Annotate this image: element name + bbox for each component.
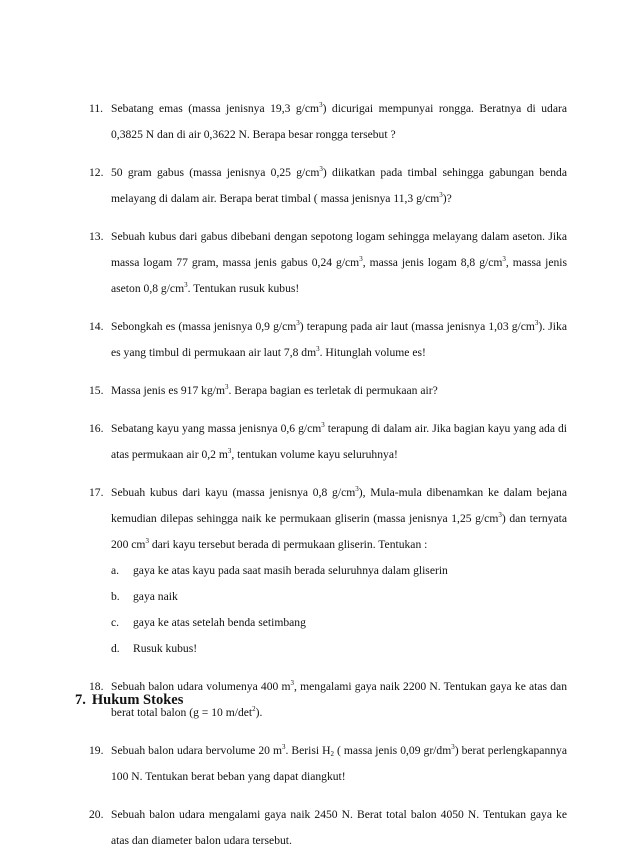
text-segment: Sebuah kubus dari gabus dibebani dengan sepotong logam sehingga melayang dalam aseton. Jika massa logam 77 gram, massa jenis gabus 0,24 g/cm <box>111 230 567 269</box>
problem-item <box>89 738 567 790</box>
subscript: 2 <box>330 750 334 758</box>
text-segment: ( massa jenis 0,09 gr/dm <box>334 744 452 757</box>
text-segment: ) berat perlengkapannya 100 N. Tentukan berat beban yang dapat diangkut! <box>111 744 567 783</box>
superscript: 2 <box>252 705 256 713</box>
superscript: 3 <box>319 165 323 173</box>
sub-question <box>111 558 567 584</box>
problem-number: 19. <box>89 744 104 757</box>
text-segment: Sebuah balon udara bervolume 20 m <box>111 744 282 757</box>
sub-question-letter: d. <box>111 642 120 655</box>
problem-number: 16. <box>89 422 104 435</box>
text-segment: ). Jika es yang timbul di permukaan air laut 7,8 dm <box>111 320 567 359</box>
section-number: 7. <box>75 692 86 708</box>
text-segment: . Hitunglah volume es! <box>319 346 426 359</box>
superscript: 3 <box>355 485 359 493</box>
problem-item <box>89 96 567 148</box>
text-segment: Sebuah kubus dari kayu (massa jenisnya 0,8 g/cm <box>111 486 356 499</box>
sub-question-list <box>111 558 567 662</box>
problem-number: 17. <box>89 486 104 499</box>
problem-number: 20. <box>89 808 104 821</box>
section-heading <box>75 692 183 709</box>
text-segment: )? <box>442 192 452 205</box>
sub-question-text: gaya naik <box>133 590 178 603</box>
sub-question-letter: a. <box>111 564 120 577</box>
problem-number: 13. <box>89 230 104 243</box>
problem-text <box>111 416 567 468</box>
superscript: 3 <box>534 319 539 327</box>
sub-question <box>111 610 567 636</box>
problem-item <box>89 224 567 302</box>
problem-item <box>89 416 567 468</box>
superscript: 3 <box>439 191 443 199</box>
superscript: 3 <box>451 743 455 751</box>
problem-number: 14. <box>89 320 104 333</box>
superscript: 3 <box>296 319 300 327</box>
problem-list <box>89 96 567 866</box>
superscript: 3 <box>184 281 188 289</box>
superscript: 3 <box>502 255 506 263</box>
sub-question-letter: c. <box>111 616 120 629</box>
text-segment: 50 gram gabus (massa jenisnya 0,25 g/cm <box>111 166 320 179</box>
sub-question <box>111 584 567 610</box>
problem-number: 11. <box>89 102 104 115</box>
sub-question-letter: b. <box>111 590 120 603</box>
text-segment: . Berisi H <box>285 744 331 757</box>
text-segment: , massa jenis logam 8,8 g/cm <box>362 256 503 269</box>
text-segment: , tentukan volume kayu seluruhnya! <box>231 448 398 461</box>
text-segment: dari kayu tersebut berada di permukaan gliserin. Tentukan : <box>148 538 428 551</box>
superscript: 3 <box>225 383 229 391</box>
problem-text <box>111 738 567 790</box>
sub-question-text: gaya ke atas setelah benda setimbang <box>133 616 306 629</box>
text-segment: ) dicurigai mempunyai rongga. Beratnya di udara 0,3825 N dan di air 0,3622 N. Berapa besar rongga tersebut ? <box>111 102 567 141</box>
problem-number: 12. <box>89 166 104 179</box>
problem-item <box>89 160 567 212</box>
text-segment: Sebatang kayu yang massa jenisnya 0,6 g/cm <box>111 422 322 435</box>
text-segment: Sebuah balon udara mengalami gaya naik 2450 N. Berat total balon 4050 N. Tentukan gaya ke atas dan diameter balon udara tersebut. <box>111 808 567 847</box>
superscript: 3 <box>319 101 323 109</box>
text-segment: , massa jenis aseton 0,8 g/cm <box>111 256 567 295</box>
problem-text <box>111 160 567 212</box>
text-segment: . Tentukan rusuk kubus! <box>187 282 300 295</box>
text-segment: ) terapung pada air laut (massa jenisnya 1,03 g/cm <box>299 320 535 333</box>
superscript: 3 <box>145 537 149 545</box>
sub-question <box>111 636 567 662</box>
text-segment: Sebatang emas (massa jenisnya 19,3 g/cm <box>111 102 320 115</box>
superscript: 3 <box>316 345 320 353</box>
problem-text <box>111 224 567 302</box>
text-segment: , mengalami gaya naik 2200 N. Tentukan gaya ke atas dan berat total balon (g = 10 m/det <box>111 680 567 719</box>
text-segment: Sebongkah es (massa jenisnya 0,9 g/cm <box>111 320 297 333</box>
superscript: 3 <box>498 511 502 519</box>
problem-text <box>111 314 567 366</box>
text-segment: terapung di dalam air. Jika bagian kayu yang ada di atas permukaan air 0,2 m <box>111 422 567 461</box>
superscript: 3 <box>227 447 232 455</box>
text-segment: Massa jenis es 917 kg/m <box>111 384 225 397</box>
text-segment: Sebuah balon udara volumenya 400 m <box>111 680 291 693</box>
superscript: 3 <box>321 421 325 429</box>
problem-item <box>89 314 567 366</box>
problem-text <box>111 96 567 148</box>
text-segment: . Berapa bagian es terletak di permukaan air? <box>228 384 438 397</box>
problem-item <box>89 378 567 404</box>
problem-text <box>111 480 567 558</box>
text-segment: ), Mula-mula dibenamkan ke dalam bejana kemudian dilepas sehingga naik ke permukaan gliserin (massa jenisnya 1,25 g/cm <box>111 486 568 525</box>
superscript: 3 <box>281 743 286 751</box>
text-segment: ). <box>255 706 263 719</box>
problem-item <box>89 480 567 662</box>
section-title: Hukum Stokes <box>91 692 184 708</box>
superscript: 3 <box>290 679 295 687</box>
problem-number: 18. <box>89 680 104 693</box>
problem-number: 15. <box>89 384 104 397</box>
sub-question-text: Rusuk kubus! <box>133 642 198 655</box>
problem-text <box>111 802 567 854</box>
problem-text <box>111 378 567 404</box>
text-segment: ) dan ternyata 200 cm <box>111 512 567 551</box>
problem-item <box>89 802 567 854</box>
superscript: 3 <box>359 255 363 263</box>
sub-question-text: gaya ke atas kayu pada saat masih berada seluruhnya dalam gliserin <box>133 564 448 577</box>
text-segment: ) diikatkan pada timbal sehingga gabungan benda melayang di dalam air. Berapa berat timbal ( massa jenisnya 11,3 g/cm <box>111 166 567 205</box>
